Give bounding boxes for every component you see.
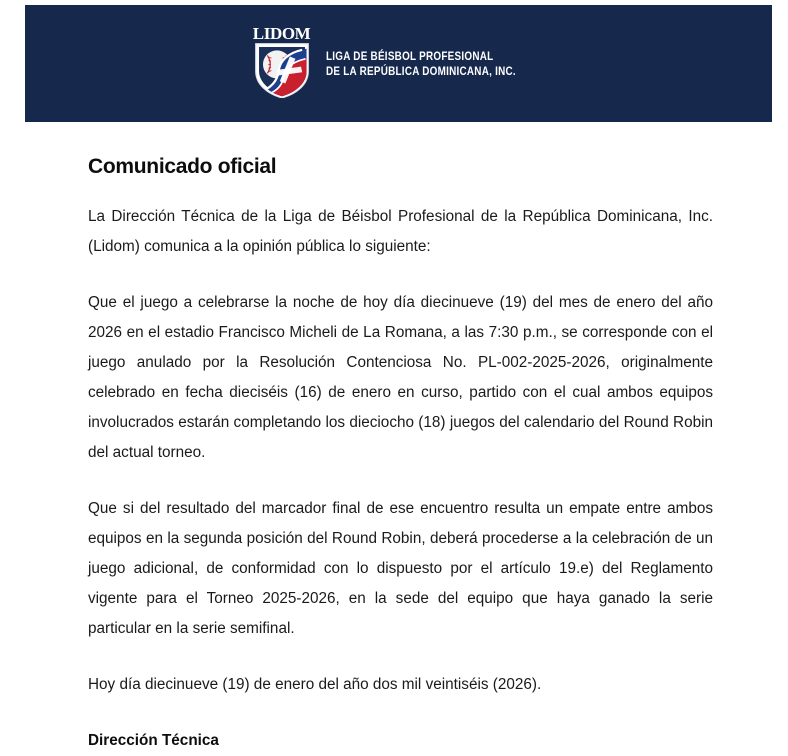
paragraph-tiebreak-rule: Que si del resultado del marcador final de ese encuentro resulta un empate entre ambos equipos en la segunda posición del Round Robin, deberá procederse a la celebración de un juego adicional, de conformidad con lo dispuesto por el artículo 19.e) del Reglamento vigente para el Torneo 2025-2026, en la sede del equipo que haya ganado la serie particular en la serie semifinal. bbox=[88, 500, 713, 637]
shield-graphic bbox=[254, 42, 310, 98]
lidom-tagline bbox=[326, 50, 516, 79]
lidom-shield-emblem bbox=[251, 25, 313, 99]
tagline-line-2: DE LA REPÚBLICA DOMINICANA, INC. bbox=[325, 65, 516, 78]
tagline-line-1: LIGA DE BÉISBOL PROFESIONAL bbox=[325, 50, 493, 63]
lidom-logo-lockup bbox=[251, 25, 547, 99]
paragraph-intro: La Dirección Técnica de la Liga de Béisbol Profesional de la República Dominicana, Inc. (Lidom) comunica a la opinión pública lo siguiente: bbox=[88, 208, 713, 255]
lidom-wordmark: LIDOM bbox=[252, 23, 311, 43]
header-banner bbox=[25, 5, 772, 122]
signature-line: Dirección Técnica bbox=[88, 732, 219, 749]
paragraph-game-details: Que el juego a celebrarse la noche de hoy día diecinueve (19) del mes de enero del año 2026 en el estadio Francisco Micheli de La Romana, a las 7:30 p.m., se corresponde con el juego anulado por la Resolución Contenciosa No. PL-002-2025-2026, originalmente celebrado en fecha dieciséis (16) de enero en curso, partido con el cual ambos equipos involucrados estarán completando los dieciocho (18) juegos del calendario del Round Robin del actual torneo. bbox=[88, 294, 713, 461]
press-release-body bbox=[88, 155, 713, 756]
page-title: Comunicado oficial bbox=[88, 155, 277, 178]
paragraph-date: Hoy día diecinueve (19) de enero del año dos mil veintiséis (2026). bbox=[88, 676, 542, 693]
